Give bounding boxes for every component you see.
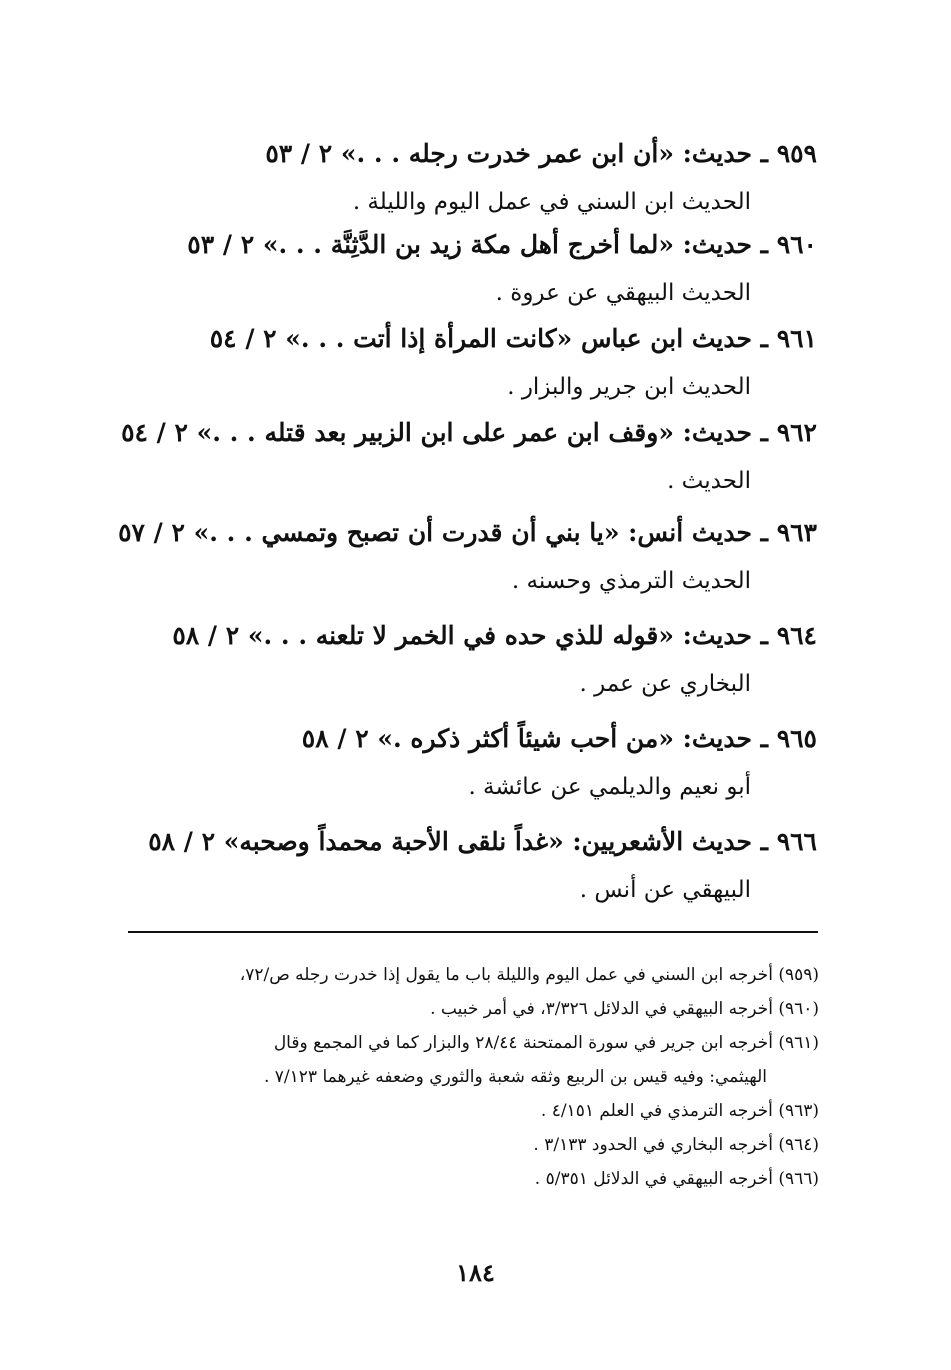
hadith-source: الحديث البيهقي عن عروة .: [495, 280, 751, 306]
hadith-heading: ٩٦٤ ـ حديث: «قوله للذي حده في الخمر لا تلعنه . . .» ٢ / ٥٨: [172, 621, 817, 650]
hadith-entry-963: [118, 513, 817, 601]
hadith-entry-964: [172, 616, 817, 704]
hadith-entry-962: [121, 413, 817, 501]
footnote-963: (٩٦٣) أخرجه الترمذي في العلم ٤/١٥١ .: [540, 1101, 819, 1121]
hadith-source: الحديث .: [667, 468, 751, 494]
hadith-source: البيهقي عن أنس .: [579, 877, 751, 903]
hadith-heading: ٩٦٥ ـ حديث: «من أحب شيئاً أكثر ذكره .» ٢ / ٥٨: [301, 724, 817, 753]
hadith-entry-959: [265, 134, 817, 222]
footnote-961: (٩٦١) أخرجه ابن جرير في سورة الممتحنة ٢٨/٤٤ والبزار كما في المجمع وقال: [273, 1033, 819, 1053]
page-number: ١٨٤: [456, 1258, 495, 1287]
hadith-source: البخاري عن عمر .: [579, 671, 751, 697]
hadith-source: الحديث الترمذي وحسنه .: [511, 568, 751, 594]
hadith-source: أبو نعيم والديلمي عن عائشة .: [468, 774, 751, 800]
hadith-heading: ٩٦٠ ـ حديث: «لما أخرج أهل مكة زيد بن الدَّثِنَّة . . .» ٢ / ٥٣: [187, 230, 817, 259]
footnote-966: (٩٦٦) أخرجه البيهقي في الدلائل ٥/٣٥١ .: [534, 1169, 819, 1189]
footnotes: [119, 958, 819, 1196]
hadith-heading: ٩٦٦ ـ حديث الأشعريين: «غداً نلقى الأحبة محمداً وصحبه» ٢ / ٥٨: [148, 827, 817, 856]
hadith-entry-965: [302, 719, 817, 807]
footnote-959: (٩٥٩) أخرجه ابن السني في عمل اليوم والليلة باب ما يقول إذا خدرت رجله ص/٧٢،: [239, 965, 819, 985]
hadith-entry-960: [187, 225, 817, 313]
hadith-heading: ٩٦٢ ـ حديث: «وقف ابن عمر على ابن الزبير بعد قتله . . .» ٢ / ٥٤: [121, 418, 817, 447]
hadith-entry-961: [210, 319, 817, 407]
footnote-960: (٩٦٠) أخرجه البيهقي في الدلائل ٣/٣٢٦، في أمر خبيب .: [430, 999, 819, 1019]
footnote-961-continuation: الهيثمي: وفيه قيس بن الربيع وثقه شعبة والثوري وضعفه غيرهما ٧/١٢٣ .: [263, 1067, 767, 1087]
footnote-separator-line: [128, 931, 818, 933]
hadith-source: الحديث ابن السني في عمل اليوم والليلة .: [352, 189, 751, 215]
hadith-entry-966: [148, 822, 817, 910]
hadith-heading: ٩٦٣ ـ حديث أنس: «يا بني أن قدرت أن تصبح وتمسي . . .» ٢ / ٥٧: [118, 518, 817, 547]
hadith-heading: ٩٥٩ ـ حديث: «أن ابن عمر خدرت رجله . . .» ٢ / ٥٣: [265, 139, 817, 168]
hadith-heading: ٩٦١ ـ حديث ابن عباس «كانت المرأة إذا أتت . . .» ٢ / ٥٤: [209, 324, 817, 353]
footnote-964: (٩٦٤) أخرجه البخاري في الحدود ٣/١٣٣ .: [533, 1135, 819, 1155]
hadith-source: الحديث ابن جرير والبزار .: [507, 374, 751, 400]
